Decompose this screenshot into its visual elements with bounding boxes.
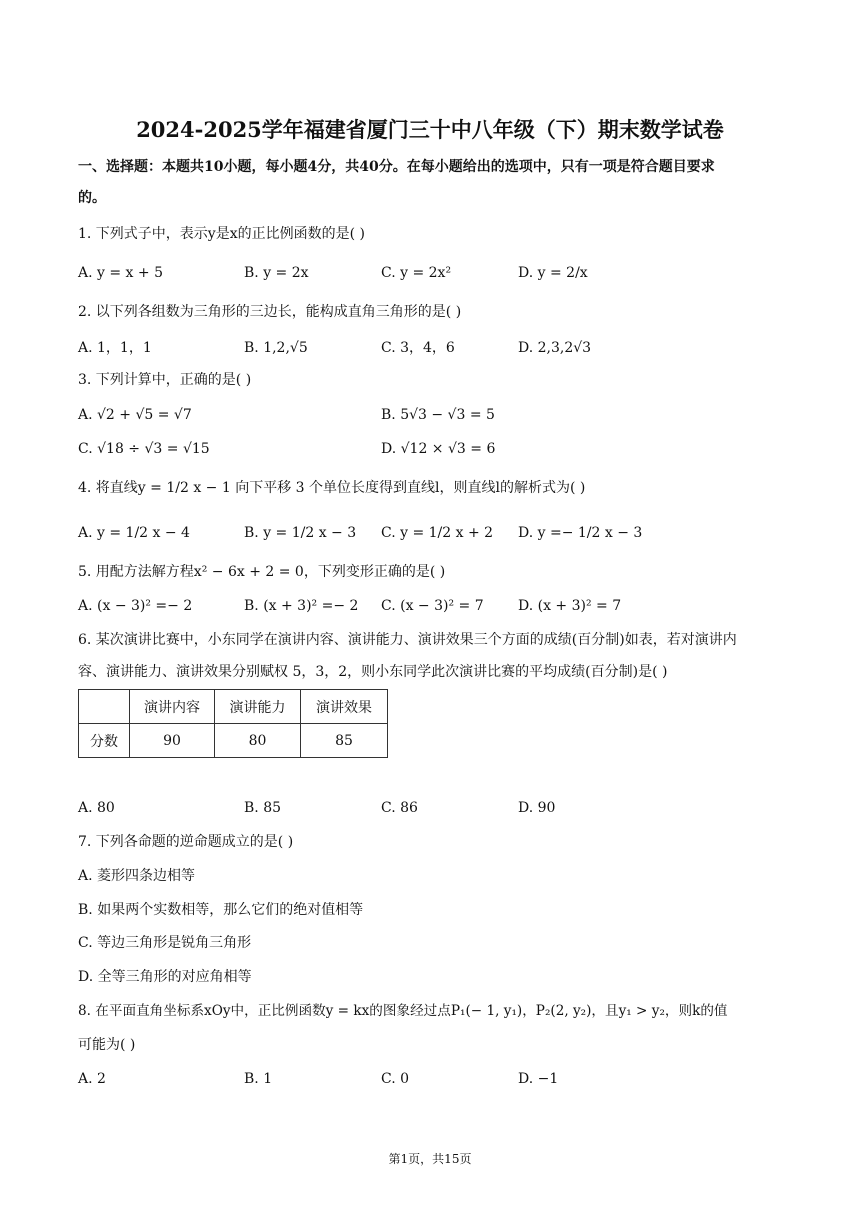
question-3-stem: 3. 下列计算中，正确的是( ) xyxy=(78,372,252,388)
table-header-empty xyxy=(79,690,130,724)
q1-option-d: D. y = 2/x xyxy=(518,265,588,281)
q8-option-d: D. −1 xyxy=(518,1071,559,1087)
q7-option-d: D. 全等三角形的对应角相等 xyxy=(78,969,252,985)
table-row xyxy=(79,724,388,758)
question-7-stem: 7. 下列各命题的逆命题成立的是( ) xyxy=(78,834,294,850)
q6-option-c: C. 86 xyxy=(381,800,418,816)
table-header-effect: 演讲效果 xyxy=(301,690,388,724)
page-footer: 第1页，共15页 xyxy=(388,1152,472,1166)
question-8-stem-line1: 8. 在平面直角坐标系xOy中，正比例函数y = kx的图象经过点P₁(− 1, y₁)，P₂(2, y₂)，且y₁ > y₂，则k的值 xyxy=(78,1003,728,1019)
question-2-stem: 2. 以下列各组数为三角形的三边长，能构成直角三角形的是( ) xyxy=(78,304,462,320)
question-8-stem-line2: 可能为( ) xyxy=(78,1037,136,1053)
table-header-ability: 演讲能力 xyxy=(215,690,301,724)
question-1-stem: 1. 下列式子中，表示y是x的正比例函数的是( ) xyxy=(78,226,365,242)
q6-option-b: B. 85 xyxy=(244,800,282,816)
question-6-stem-line2: 容、演讲能力、演讲效果分别赋权 5，3，2，则小东同学此次演讲比赛的平均成绩(百分制)是( ) xyxy=(78,664,668,680)
q8-option-c: C. 0 xyxy=(381,1071,410,1087)
q7-option-a: A. 菱形四条边相等 xyxy=(78,868,196,884)
table-header-content: 演讲内容 xyxy=(130,690,215,724)
table-cell-effect: 85 xyxy=(301,724,388,758)
q5-option-c: C. (x − 3)² = 7 xyxy=(381,598,484,614)
q8-option-a: A. 2 xyxy=(78,1071,106,1087)
q4-option-a: A. y = 1/2 x − 4 xyxy=(78,525,190,541)
page-title: 2024-2025学年福建省厦门三十中八年级（下）期末数学试卷 xyxy=(136,117,724,142)
q5-option-b: B. (x + 3)² =− 2 xyxy=(244,598,359,614)
table-cell-content: 90 xyxy=(130,724,215,758)
q4-option-b: B. y = 1/2 x − 3 xyxy=(244,525,357,541)
table-cell-ability: 80 xyxy=(215,724,301,758)
q1-option-b: B. y = 2x xyxy=(244,265,309,281)
q1-option-a: A. y = x + 5 xyxy=(78,265,163,281)
q7-option-c: C. 等边三角形是锐角三角形 xyxy=(78,935,252,951)
question-5-stem: 5. 用配方法解方程x² − 6x + 2 = 0，下列变形正确的是( ) xyxy=(78,564,446,580)
q6-option-a: A. 80 xyxy=(78,800,115,816)
q2-option-d: D. 2,3,2√3 xyxy=(518,340,592,356)
section-heading-line2: 的。 xyxy=(78,190,106,206)
q3-option-c: C. √18 ÷ √3 = √15 xyxy=(78,441,210,457)
q4-option-d: D. y =− 1/2 x − 3 xyxy=(518,525,643,541)
q8-option-b: B. 1 xyxy=(244,1071,273,1087)
q2-option-b: B. 1,2,√5 xyxy=(244,340,308,356)
question-6-stem-line1: 6. 某次演讲比赛中，小东同学在演讲内容、演讲能力、演讲效果三个方面的成绩(百分制)如表，若对演讲内 xyxy=(78,632,737,648)
section-heading-line1: 一、选择题：本题共10小题，每小题4分，共40分。在每小题给出的选项中，只有一项是符合题目要求 xyxy=(78,159,715,175)
q7-option-b: B. 如果两个实数相等，那么它们的绝对值相等 xyxy=(78,902,364,918)
q3-option-b: B. 5√3 − √3 = 5 xyxy=(381,407,495,423)
table-row-label: 分数 xyxy=(79,724,130,758)
q5-option-d: D. (x + 3)² = 7 xyxy=(518,598,622,614)
q6-option-d: D. 90 xyxy=(518,800,556,816)
table-header-row xyxy=(79,690,388,724)
q5-option-a: A. (x − 3)² =− 2 xyxy=(78,598,193,614)
q1-option-c: C. y = 2x² xyxy=(381,265,452,281)
question-4-stem: 4. 将直线y = 1/2 x − 1 向下平移 3 个单位长度得到直线l，则直线l的解析式为( ) xyxy=(78,480,586,496)
q3-option-d: D. √12 × √3 = 6 xyxy=(381,441,496,457)
q4-option-c: C. y = 1/2 x + 2 xyxy=(381,525,494,541)
q3-option-a: A. √2 + √5 = √7 xyxy=(78,407,192,423)
q2-option-c: C. 3，4，6 xyxy=(381,340,455,356)
q2-option-a: A. 1，1，1 xyxy=(78,340,152,356)
score-table xyxy=(78,689,388,758)
